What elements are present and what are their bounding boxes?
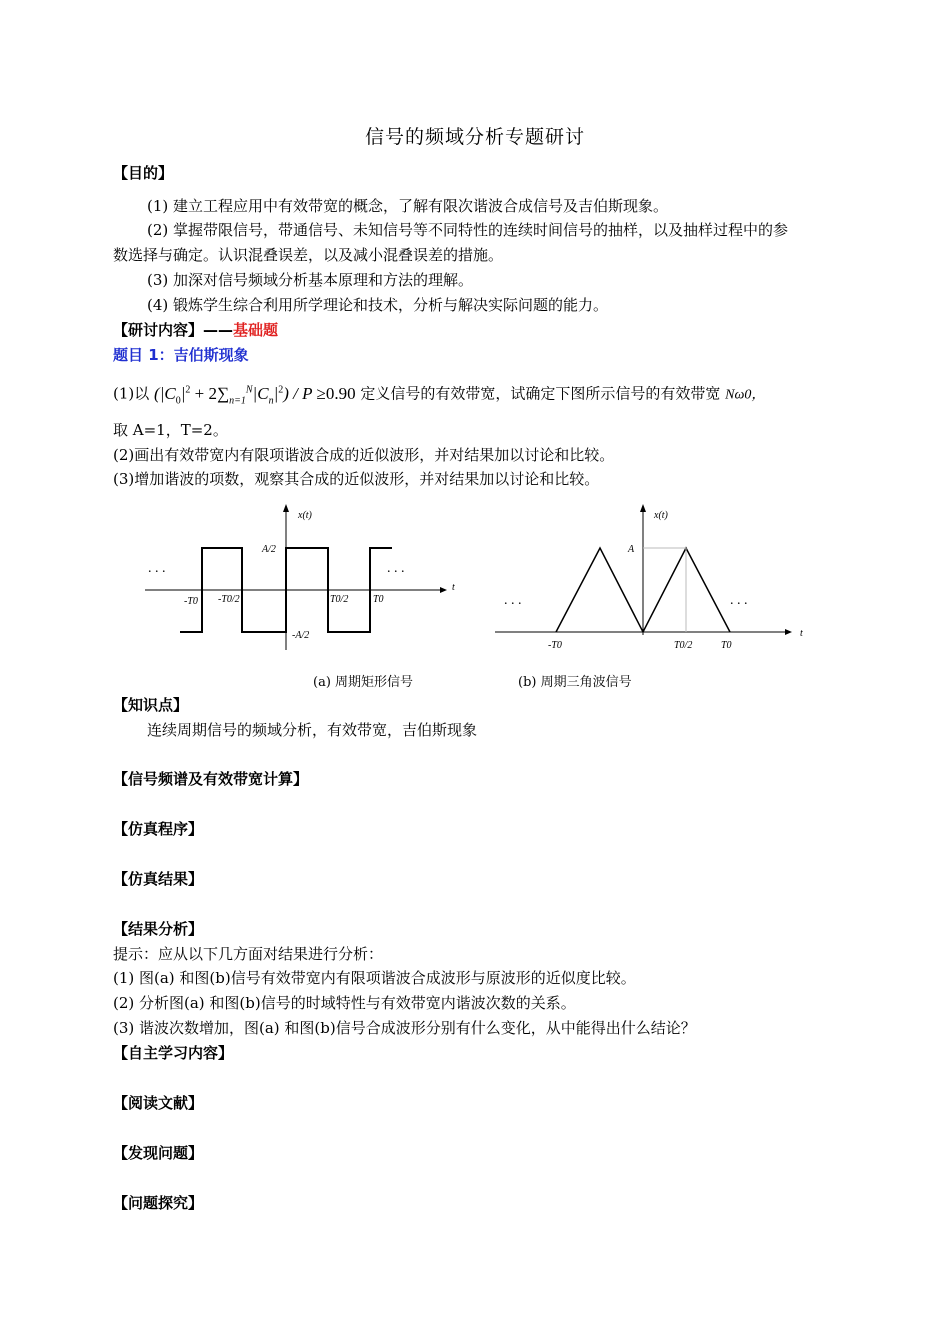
- analysis-item-1: (1) 图(a) 和图(b)信号有效带宽内有限项谐波合成波形与原波形的近似度比较。: [113, 969, 636, 987]
- a-T0: T0: [373, 594, 384, 605]
- reading-heading: 【阅读文献】: [113, 1094, 204, 1112]
- find-problem-heading: 【发现问题】: [113, 1144, 204, 1162]
- content-heading-basic: 基础题: [233, 321, 279, 339]
- analysis-hint: 提示：应从以下几方面对结果进行分析：: [113, 945, 384, 963]
- a-half-T0: T0/2: [330, 594, 349, 605]
- knowledge-text: 连续周期信号的频域分析，有效带宽，吉伯斯现象: [147, 721, 478, 739]
- page-title: 信号的频域分析专题研讨: [364, 126, 585, 148]
- question-3: (3)增加谐波的项数，观察其合成的近似波形，并对结果加以讨论和比较。: [113, 470, 600, 488]
- b-y-label: x(t): [654, 510, 668, 521]
- figure-b-triangle-signal: [490, 500, 820, 660]
- knowledge-heading: 【知识点】: [113, 696, 189, 714]
- content-heading-text: 【研讨内容】——: [113, 321, 234, 339]
- purpose-item-4: (4) 锻炼学生综合利用所学理论和技术，分析与解决实际问题的能力。: [147, 296, 609, 314]
- topic-1-title: 题目 1：吉伯斯现象: [113, 346, 249, 364]
- q1-suffix: 定义信号的有效带宽，试确定下图所示信号的有效带宽: [360, 384, 721, 403]
- b-t-label: t: [800, 628, 803, 639]
- effective-bandwidth-formula: $(|C_0|^2 + 2\sum_{n=1}^N|C_n|^2) / P \ge 0.90$: [154, 383, 356, 407]
- b-t-axis-arrow: [785, 629, 792, 635]
- analysis-item-2: (2) 分析图(a) 和图(b)信号的时域特性与有效带宽内谐波次数的关系。: [113, 994, 576, 1012]
- a-neg-half-T0: -T0/2: [218, 594, 240, 605]
- analysis-heading: 【结果分析】: [113, 920, 204, 938]
- q1-symbol: Nω0，: [725, 387, 766, 403]
- a-bottom-label: -A/2: [292, 630, 310, 641]
- q1-prefix: (1)以: [113, 384, 150, 403]
- question-1: [113, 376, 765, 415]
- purpose-item-3: (3) 加深对信号频域分析基本原理和方法的理解。: [147, 271, 474, 289]
- figure-b-caption: (b) 周期三角波信号: [518, 675, 632, 690]
- b-T0: T0: [721, 640, 732, 651]
- a-y-axis-arrow: [283, 504, 289, 512]
- b-half-T0: T0/2: [674, 640, 693, 651]
- explore-heading: 【问题探究】: [113, 1194, 204, 1212]
- a-y-label: x(t): [298, 510, 312, 521]
- a-dots-left: . . .: [148, 561, 166, 576]
- content-heading: [113, 320, 278, 340]
- a-top-label: A/2: [262, 544, 276, 555]
- figure-a-caption: (a) 周期矩形信号: [313, 675, 414, 690]
- figure-a-rectangular-signal: [140, 500, 470, 660]
- purpose-heading: 【目的】: [113, 164, 174, 182]
- a-neg-T0: -T0: [184, 596, 198, 607]
- b-neg-T0: -T0: [548, 640, 562, 651]
- a-t-axis-arrow: [440, 587, 447, 593]
- a-dots-right: . . .: [387, 561, 405, 576]
- b-dots-right: . . .: [730, 593, 748, 608]
- q1-line2: 取 A=1，T=2。: [113, 421, 228, 439]
- question-2: (2)画出有效带宽内有限项谐波合成的近似波形，并对结果加以讨论和比较。: [113, 446, 615, 464]
- analysis-item-3: (3) 谐波次数增加，图(a) 和图(b)信号合成波形分别有什么变化，从中能得出什么结论？: [113, 1019, 696, 1037]
- b-dots-left: . . .: [504, 593, 522, 608]
- sim-result-heading: 【仿真结果】: [113, 870, 204, 888]
- b-peak-label: A: [628, 544, 635, 555]
- purpose-item-2: (2) 掌握带限信号，带通信号、未知信号等不同特性的连续时间信号的抽样，以及抽样过程中的参: [147, 221, 789, 239]
- a-t-label: t: [452, 582, 455, 593]
- sim-program-heading: 【仿真程序】: [113, 820, 204, 838]
- purpose-item-2-cont: 数选择与确定。认识混叠误差，以及减小混叠误差的措施。: [113, 246, 504, 264]
- self-study-heading: 【自主学习内容】: [113, 1044, 234, 1062]
- b-y-axis-arrow: [640, 504, 646, 512]
- spectrum-heading: 【信号频谱及有效带宽计算】: [113, 770, 309, 788]
- purpose-item-1: (1) 建立工程应用中有效带宽的概念，了解有限次谐波合成信号及吉伯斯现象。: [147, 197, 669, 215]
